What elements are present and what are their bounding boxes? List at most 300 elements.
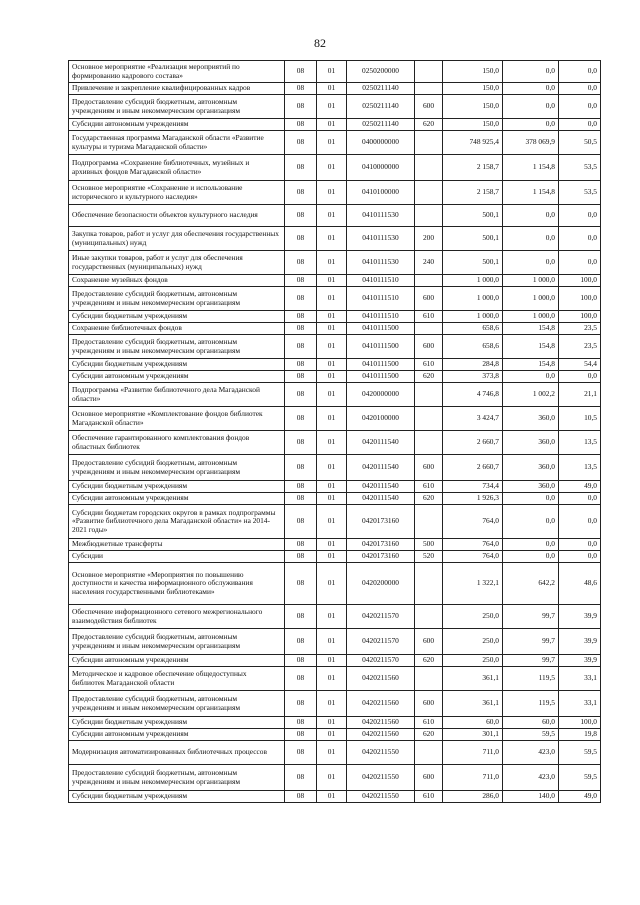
item-name: Субсидии бюджетным учреждениям [69, 311, 285, 323]
execution-percent: 21,1 [559, 383, 601, 407]
subsection-code: 01 [317, 717, 347, 729]
expense-type-code: 620 [415, 371, 443, 383]
item-name: Предоставление субсидий бюджетным, автономным учреждениям и иным некоммерческим организациям [69, 95, 285, 119]
planned-amount: 373,8 [443, 371, 503, 383]
table-row [69, 205, 601, 227]
expense-type-code [415, 205, 443, 227]
section-code: 08 [285, 205, 317, 227]
planned-amount: 658,6 [443, 335, 503, 359]
expense-type-code: 620 [415, 655, 443, 667]
subsection-code: 01 [317, 431, 347, 455]
expense-type-code [415, 505, 443, 539]
section-code: 08 [285, 717, 317, 729]
subsection-code: 01 [317, 287, 347, 311]
subsection-code: 01 [317, 551, 347, 563]
expense-type-code [415, 131, 443, 155]
planned-amount: 658,6 [443, 323, 503, 335]
execution-percent: 53,5 [559, 155, 601, 181]
executed-amount: 1 000,0 [503, 287, 559, 311]
table-row [69, 83, 601, 95]
table-row [69, 765, 601, 791]
subsection-code: 01 [317, 61, 347, 83]
execution-percent: 0,0 [559, 505, 601, 539]
execution-percent: 100,0 [559, 717, 601, 729]
section-code: 08 [285, 95, 317, 119]
executed-amount: 99,7 [503, 605, 559, 629]
executed-amount: 1 154,8 [503, 155, 559, 181]
item-name: Субсидии автономным учреждениям [69, 371, 285, 383]
target-article-code: 0250211140 [347, 83, 415, 95]
execution-percent: 0,0 [559, 205, 601, 227]
subsection-code: 01 [317, 155, 347, 181]
subsection-code: 01 [317, 323, 347, 335]
expense-type-code [415, 563, 443, 605]
subsection-code: 01 [317, 205, 347, 227]
execution-percent: 13,5 [559, 431, 601, 455]
subsection-code: 01 [317, 605, 347, 629]
target-article-code: 0420111540 [347, 431, 415, 455]
section-code: 08 [285, 551, 317, 563]
execution-percent: 53,5 [559, 181, 601, 205]
planned-amount: 1 322,1 [443, 563, 503, 605]
subsection-code: 01 [317, 251, 347, 275]
expense-type-code [415, 61, 443, 83]
planned-amount: 361,1 [443, 667, 503, 691]
section-code: 08 [285, 667, 317, 691]
expense-type-code [415, 741, 443, 765]
executed-amount: 1 000,0 [503, 311, 559, 323]
execution-percent: 0,0 [559, 95, 601, 119]
subsection-code: 01 [317, 505, 347, 539]
expense-type-code: 620 [415, 729, 443, 741]
subsection-code: 01 [317, 691, 347, 717]
table-row [69, 729, 601, 741]
item-name: Сохранение библиотечных фондов [69, 323, 285, 335]
executed-amount: 0,0 [503, 493, 559, 505]
executed-amount: 0,0 [503, 551, 559, 563]
table-row [69, 311, 601, 323]
execution-percent: 0,0 [559, 83, 601, 95]
executed-amount: 119,5 [503, 667, 559, 691]
planned-amount: 500,1 [443, 205, 503, 227]
execution-percent: 39,9 [559, 629, 601, 655]
target-article-code: 0250211140 [347, 119, 415, 131]
item-name: Основное мероприятие «Комплектование фондов библиотек Магаданской области» [69, 407, 285, 431]
subsection-code: 01 [317, 563, 347, 605]
planned-amount: 500,1 [443, 227, 503, 251]
table-row [69, 131, 601, 155]
target-article-code: 0420211560 [347, 667, 415, 691]
item-name: Основное мероприятие «Мероприятия по повышению доступности и качества информационного обслуживания населения государственными библиотеками» [69, 563, 285, 605]
subsection-code: 01 [317, 383, 347, 407]
planned-amount: 301,1 [443, 729, 503, 741]
execution-percent: 39,9 [559, 655, 601, 667]
target-article-code: 0420173160 [347, 551, 415, 563]
target-article-code: 0420211570 [347, 655, 415, 667]
expense-type-code: 600 [415, 455, 443, 481]
target-article-code: 0420211560 [347, 717, 415, 729]
target-article-code: 0410111530 [347, 251, 415, 275]
execution-percent: 59,5 [559, 765, 601, 791]
subsection-code: 01 [317, 275, 347, 287]
planned-amount: 1 926,3 [443, 493, 503, 505]
executed-amount: 360,0 [503, 481, 559, 493]
budget-table-body [69, 61, 601, 803]
planned-amount: 361,1 [443, 691, 503, 717]
subsection-code: 01 [317, 655, 347, 667]
subsection-code: 01 [317, 667, 347, 691]
table-row [69, 717, 601, 729]
executed-amount: 0,0 [503, 119, 559, 131]
executed-amount: 0,0 [503, 205, 559, 227]
executed-amount: 0,0 [503, 227, 559, 251]
item-name: Модернизация автоматизированных библиотечных процессов [69, 741, 285, 765]
executed-amount: 0,0 [503, 539, 559, 551]
subsection-code: 01 [317, 493, 347, 505]
executed-amount: 119,5 [503, 691, 559, 717]
section-code: 08 [285, 359, 317, 371]
subsection-code: 01 [317, 539, 347, 551]
planned-amount: 1 000,0 [443, 275, 503, 287]
planned-amount: 711,0 [443, 765, 503, 791]
executed-amount: 99,7 [503, 629, 559, 655]
planned-amount: 748 925,4 [443, 131, 503, 155]
planned-amount: 711,0 [443, 741, 503, 765]
subsection-code: 01 [317, 131, 347, 155]
execution-percent: 33,1 [559, 691, 601, 717]
planned-amount: 150,0 [443, 95, 503, 119]
execution-percent: 0,0 [559, 551, 601, 563]
item-name: Межбюджетные трансферты [69, 539, 285, 551]
section-code: 08 [285, 629, 317, 655]
target-article-code: 0250211140 [347, 95, 415, 119]
execution-percent: 0,0 [559, 227, 601, 251]
item-name: Основное мероприятие «Реализация мероприятий по формированию кадрового состава» [69, 61, 285, 83]
item-name: Предоставление субсидий бюджетным, автономным учреждениям и иным некоммерческим организациям [69, 455, 285, 481]
executed-amount: 60,0 [503, 717, 559, 729]
section-code: 08 [285, 505, 317, 539]
expense-type-code [415, 431, 443, 455]
target-article-code: 0410111500 [347, 335, 415, 359]
section-code: 08 [285, 335, 317, 359]
target-article-code: 0420211550 [347, 741, 415, 765]
planned-amount: 250,0 [443, 655, 503, 667]
section-code: 08 [285, 741, 317, 765]
table-row [69, 493, 601, 505]
expense-type-code: 620 [415, 119, 443, 131]
executed-amount: 423,0 [503, 741, 559, 765]
section-code: 08 [285, 311, 317, 323]
subsection-code: 01 [317, 455, 347, 481]
section-code: 08 [285, 323, 317, 335]
target-article-code: 0250200000 [347, 61, 415, 83]
expense-type-code [415, 323, 443, 335]
executed-amount: 360,0 [503, 455, 559, 481]
item-name: Обеспечение информационного сетевого межрегионального взаимодействия библиотек [69, 605, 285, 629]
target-article-code: 0420211550 [347, 791, 415, 803]
table-row [69, 431, 601, 455]
planned-amount: 250,0 [443, 605, 503, 629]
expense-type-code: 600 [415, 765, 443, 791]
table-row [69, 691, 601, 717]
item-name: Субсидии бюджетным учреждениям [69, 481, 285, 493]
executed-amount: 140,0 [503, 791, 559, 803]
execution-percent: 0,0 [559, 539, 601, 551]
target-article-code: 0410000000 [347, 155, 415, 181]
table-row [69, 667, 601, 691]
target-article-code: 0420211560 [347, 729, 415, 741]
planned-amount: 1 000,0 [443, 287, 503, 311]
table-row [69, 505, 601, 539]
planned-amount: 500,1 [443, 251, 503, 275]
section-code: 08 [285, 493, 317, 505]
target-article-code: 0420000000 [347, 383, 415, 407]
target-article-code: 0420100000 [347, 407, 415, 431]
subsection-code: 01 [317, 119, 347, 131]
table-row [69, 335, 601, 359]
executed-amount: 423,0 [503, 765, 559, 791]
expense-type-code: 600 [415, 335, 443, 359]
table-row [69, 275, 601, 287]
section-code: 08 [285, 251, 317, 275]
expense-type-code: 610 [415, 791, 443, 803]
target-article-code: 0420111540 [347, 481, 415, 493]
item-name: Предоставление субсидий бюджетным, автономным учреждениям и иным некоммерческим организациям [69, 629, 285, 655]
target-article-code: 0420173160 [347, 539, 415, 551]
section-code: 08 [285, 61, 317, 83]
expense-type-code [415, 275, 443, 287]
target-article-code: 0410100000 [347, 181, 415, 205]
item-name: Предоставление субсидий бюджетным, автономным учреждениям и иным некоммерческим организациям [69, 765, 285, 791]
execution-percent: 100,0 [559, 287, 601, 311]
item-name: Обеспечение гарантированного комплектования фондов областных библиотек [69, 431, 285, 455]
section-code: 08 [285, 791, 317, 803]
item-name: Предоставление субсидий бюджетным, автономным учреждениям и иным некоммерческим организациям [69, 335, 285, 359]
item-name: Подпрограмма «Развитие библиотечного дела Магаданской области» [69, 383, 285, 407]
executed-amount: 0,0 [503, 83, 559, 95]
table-row [69, 383, 601, 407]
executed-amount: 0,0 [503, 371, 559, 383]
target-article-code: 0420211560 [347, 691, 415, 717]
table-row [69, 155, 601, 181]
expense-type-code: 600 [415, 287, 443, 311]
expense-type-code: 600 [415, 691, 443, 717]
section-code: 08 [285, 155, 317, 181]
target-article-code: 0410111510 [347, 287, 415, 311]
subsection-code: 01 [317, 359, 347, 371]
table-row [69, 551, 601, 563]
target-article-code: 0410111530 [347, 205, 415, 227]
table-row [69, 227, 601, 251]
section-code: 08 [285, 371, 317, 383]
table-row [69, 287, 601, 311]
execution-percent: 48,6 [559, 563, 601, 605]
execution-percent: 23,5 [559, 323, 601, 335]
section-code: 08 [285, 765, 317, 791]
execution-percent: 0,0 [559, 371, 601, 383]
table-row [69, 251, 601, 275]
section-code: 08 [285, 119, 317, 131]
item-name: Субсидии [69, 551, 285, 563]
section-code: 08 [285, 605, 317, 629]
table-row [69, 359, 601, 371]
executed-amount: 378 069,9 [503, 131, 559, 155]
table-row [69, 371, 601, 383]
section-code: 08 [285, 539, 317, 551]
item-name: Иные закупки товаров, работ и услуг для обеспечения государственных (муниципальных) нужд [69, 251, 285, 275]
executed-amount: 154,8 [503, 335, 559, 359]
subsection-code: 01 [317, 765, 347, 791]
executed-amount: 59,5 [503, 729, 559, 741]
planned-amount: 764,0 [443, 539, 503, 551]
execution-percent: 13,5 [559, 455, 601, 481]
planned-amount: 4 746,8 [443, 383, 503, 407]
item-name: Основное мероприятие «Сохранение и использование исторического и культурного наследия» [69, 181, 285, 205]
target-article-code: 0410111500 [347, 323, 415, 335]
executed-amount: 0,0 [503, 61, 559, 83]
execution-percent: 50,5 [559, 131, 601, 155]
table-row [69, 95, 601, 119]
item-name: Предоставление субсидий бюджетным, автономным учреждениям и иным некоммерческим организациям [69, 287, 285, 311]
section-code: 08 [285, 287, 317, 311]
section-code: 08 [285, 563, 317, 605]
planned-amount: 1 000,0 [443, 311, 503, 323]
item-name: Субсидии бюджетным учреждениям [69, 791, 285, 803]
table-row [69, 323, 601, 335]
execution-percent: 100,0 [559, 311, 601, 323]
table-row [69, 629, 601, 655]
section-code: 08 [285, 275, 317, 287]
execution-percent: 100,0 [559, 275, 601, 287]
section-code: 08 [285, 729, 317, 741]
planned-amount: 284,8 [443, 359, 503, 371]
executed-amount: 154,8 [503, 359, 559, 371]
item-name: Привлечение и закрепление квалифицированных кадров [69, 83, 285, 95]
table-row [69, 791, 601, 803]
subsection-code: 01 [317, 311, 347, 323]
planned-amount: 2 660,7 [443, 455, 503, 481]
item-name: Субсидии бюджетным учреждениям [69, 717, 285, 729]
executed-amount: 1 002,2 [503, 383, 559, 407]
planned-amount: 764,0 [443, 505, 503, 539]
item-name: Предоставление субсидий бюджетным, автономным учреждениям и иным некоммерческим организациям [69, 691, 285, 717]
planned-amount: 734,4 [443, 481, 503, 493]
executed-amount: 154,8 [503, 323, 559, 335]
section-code: 08 [285, 227, 317, 251]
item-name: Субсидии автономным учреждениям [69, 493, 285, 505]
executed-amount: 360,0 [503, 431, 559, 455]
section-code: 08 [285, 383, 317, 407]
executed-amount: 0,0 [503, 251, 559, 275]
execution-percent: 33,1 [559, 667, 601, 691]
subsection-code: 01 [317, 335, 347, 359]
target-article-code: 0420173160 [347, 505, 415, 539]
target-article-code: 0420200000 [347, 563, 415, 605]
execution-percent: 59,5 [559, 741, 601, 765]
section-code: 08 [285, 655, 317, 667]
item-name: Обеспечение безопасности объектов культурного наследия [69, 205, 285, 227]
target-article-code: 0420111540 [347, 493, 415, 505]
section-code: 08 [285, 181, 317, 205]
expense-type-code: 610 [415, 359, 443, 371]
expense-type-code [415, 155, 443, 181]
planned-amount: 764,0 [443, 551, 503, 563]
table-row [69, 407, 601, 431]
expense-type-code: 610 [415, 481, 443, 493]
subsection-code: 01 [317, 407, 347, 431]
table-row [69, 181, 601, 205]
execution-percent: 23,5 [559, 335, 601, 359]
expense-type-code: 620 [415, 493, 443, 505]
executed-amount: 360,0 [503, 407, 559, 431]
execution-percent: 0,0 [559, 61, 601, 83]
executed-amount: 642,2 [503, 563, 559, 605]
subsection-code: 01 [317, 95, 347, 119]
executed-amount: 1 000,0 [503, 275, 559, 287]
expense-type-code [415, 407, 443, 431]
table-row [69, 539, 601, 551]
execution-percent: 0,0 [559, 119, 601, 131]
expense-type-code: 610 [415, 311, 443, 323]
table-row [69, 605, 601, 629]
expense-type-code: 600 [415, 629, 443, 655]
planned-amount: 60,0 [443, 717, 503, 729]
subsection-code: 01 [317, 227, 347, 251]
expense-type-code [415, 181, 443, 205]
expense-type-code: 520 [415, 551, 443, 563]
table-row [69, 119, 601, 131]
planned-amount: 3 424,7 [443, 407, 503, 431]
expense-type-code [415, 383, 443, 407]
execution-percent: 0,0 [559, 493, 601, 505]
expense-type-code: 240 [415, 251, 443, 275]
section-code: 08 [285, 407, 317, 431]
planned-amount: 2 158,7 [443, 155, 503, 181]
planned-amount: 250,0 [443, 629, 503, 655]
target-article-code: 0410111510 [347, 275, 415, 287]
section-code: 08 [285, 131, 317, 155]
expense-type-code: 500 [415, 539, 443, 551]
subsection-code: 01 [317, 83, 347, 95]
table-row [69, 61, 601, 83]
target-article-code: 0410111500 [347, 359, 415, 371]
subsection-code: 01 [317, 729, 347, 741]
execution-percent: 19,8 [559, 729, 601, 741]
planned-amount: 150,0 [443, 83, 503, 95]
item-name: Методическое и кадровое обеспечение общедоступных библиотек Магаданской области [69, 667, 285, 691]
item-name: Субсидии автономным учреждениям [69, 729, 285, 741]
item-name: Субсидии автономным учреждениям [69, 655, 285, 667]
target-article-code: 0420211570 [347, 605, 415, 629]
subsection-code: 01 [317, 181, 347, 205]
execution-percent: 10,5 [559, 407, 601, 431]
expense-type-code [415, 667, 443, 691]
subsection-code: 01 [317, 371, 347, 383]
target-article-code: 0420111540 [347, 455, 415, 481]
expense-type-code [415, 605, 443, 629]
execution-percent: 49,0 [559, 791, 601, 803]
expense-type-code: 610 [415, 717, 443, 729]
section-code: 08 [285, 83, 317, 95]
table-row [69, 455, 601, 481]
subsection-code: 01 [317, 741, 347, 765]
executed-amount: 1 154,8 [503, 181, 559, 205]
planned-amount: 2 158,7 [443, 181, 503, 205]
item-name: Субсидии автономным учреждениям [69, 119, 285, 131]
table-row [69, 741, 601, 765]
target-article-code: 0400000000 [347, 131, 415, 155]
subsection-code: 01 [317, 481, 347, 493]
